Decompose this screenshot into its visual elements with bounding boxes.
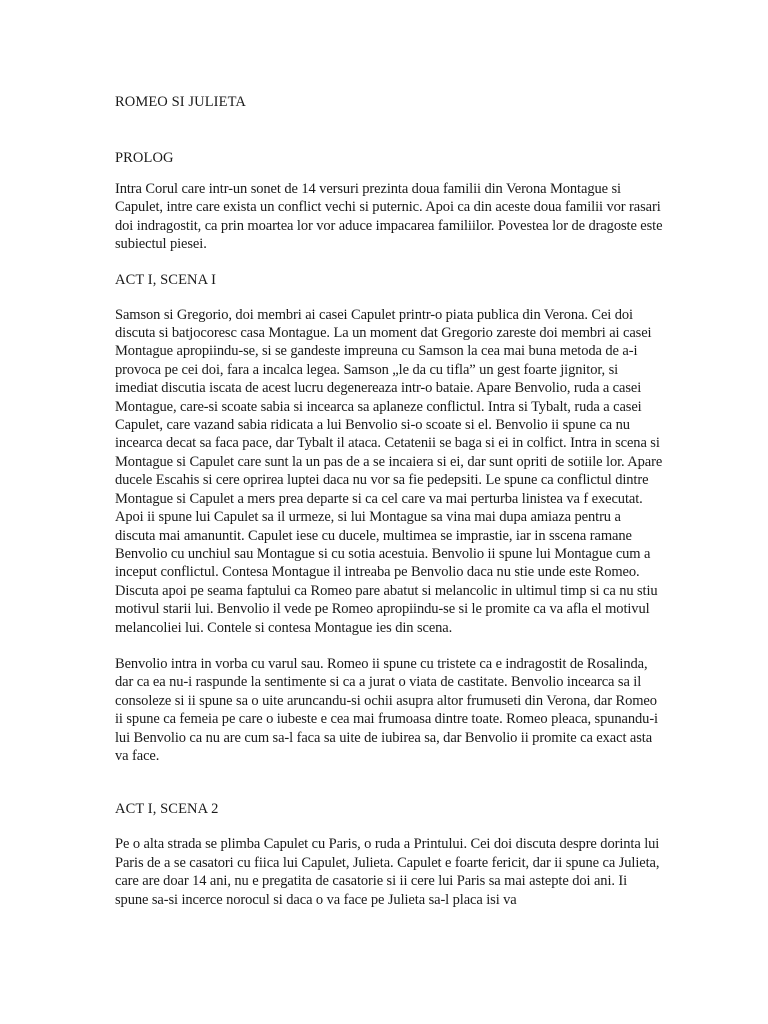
document-title: ROMEO SI JULIETA: [115, 94, 246, 110]
section-heading-act1-scene2: ACT I, SCENA 2: [115, 801, 219, 818]
act1-scene1-paragraph-1: Samson si Gregorio, doi membri ai casei Capulet printr-o piata publica din Verona. Cei doi discuta si batjocoresc casa Montague. La un moment dat Gregorio zareste doi membri ai casei Montague apropiindu-se, si se gandeste impreuna cu Samson la cea mai buna metoda de a-i provoca pe cei doi, fara a incalca legea. Samson „le da cu tifla” un gest foarte jignitor, si imediat discutia iscata de acest lucru degenereaza intr-o bataie. Apare Benvolio, ruda a casei Montague, care-si scoate sabia si incearca sa aplaneze conflictul. Intra si Tybalt, ruda a casei Capulet, care vazand sabia ridicata a lui Benvolio si-o scoate si el. Benvolio ii spune ca nu incearca decat sa faca pace, dar Tybalt il ataca. Cetatenii se baga si ei in colfict. Intra in scena si Montague si Capulet care sunt la un pas de a se incaiera si ei, dar sunt opriti de sotiile lor. Apare ducele Escahis si cere oprirea luptei daca nu vor sa fie pedepsiti. Le spune ca conflictul dintre Montague si Capulet a mers prea departe si ca cel care va mai perturba linistea va f executat. Apoi ii spune lui Capulet sa il urmeze, si lui Montague sa vina mai dupa amiaza pentru a discuta mai amanuntit. Capulet iese cu ducele, multimea se imprastie, iar in sscena ramane Benvolio cu unchiul sau Montague si cu sotia acestuia. Benvolio ii spune lui Montague cum a inceput conflictul. Contesa Montague il intreaba pe Benvolio daca nu stie unde este Romeo. Discuta apoi pe seama faptului ca Romeo pare abatut si melancolic in ultimul timp si ca nu stiu motivul starii lui. Benvolio il vede pe Romeo apropiindu-se si le promite ca va afla el motivul melancoliei lui. Contele si contesa Montague ies din scena.: [115, 306, 663, 636]
document-page: [115, 92, 663, 909]
section-heading-prolog: PROLOG: [115, 150, 174, 166]
act1-scene2-paragraph-1: Pe o alta strada se plimba Capulet cu Paris, o ruda a Printului. Cei doi discuta despre dorinta lui Paris de a se casatori cu fiica lui Capulet, Julieta. Capulet e foarte fericit, dar ii spune ca Julieta, care are doar 14 ani, nu e pregatita de casatorie si ii cere lui Paris sa mai astepte doi ani. Ii spune sa-si incerce norocul si daca o va face pe Julieta sa-l placa isi va: [115, 836, 660, 908]
section-heading-act1-scene1: ACT I, SCENA I: [115, 271, 217, 288]
prolog-paragraph: Intra Corul care intr-un sonet de 14 versuri prezinta doua familii din Verona Montague si Capulet, intre care exista un conflict vechi si puternic. Apoi ca din aceste doua familii vor rasari doi indragostit, ca prin moartea lor vor aduce impacarea familiilor. Povestea lor de dragoste este subiectul piesei.: [115, 181, 663, 253]
act1-scene1-paragraph-2: Benvolio intra in vorba cu varul sau. Romeo ii spune cu tristete ca e indragostit de Rosalinda, dar ca ea nu-i raspunde la sentimente si ca a jurat o viata de castitate. Benvolio incearca sa il consoleze si ii spune sa o uite aruncandu-si ochii asupra altor frumuseti din Verona, dar Romeo ii spune ca femeia pe care o iubeste e cea mai frumoasa dintre toate. Romeo pleaca, spunandu-i lui Benvolio ca nu are cum sa-l faca sa uite de iubirea sa, dar Benvolio ii promite ca exact asta va face.: [115, 655, 658, 764]
